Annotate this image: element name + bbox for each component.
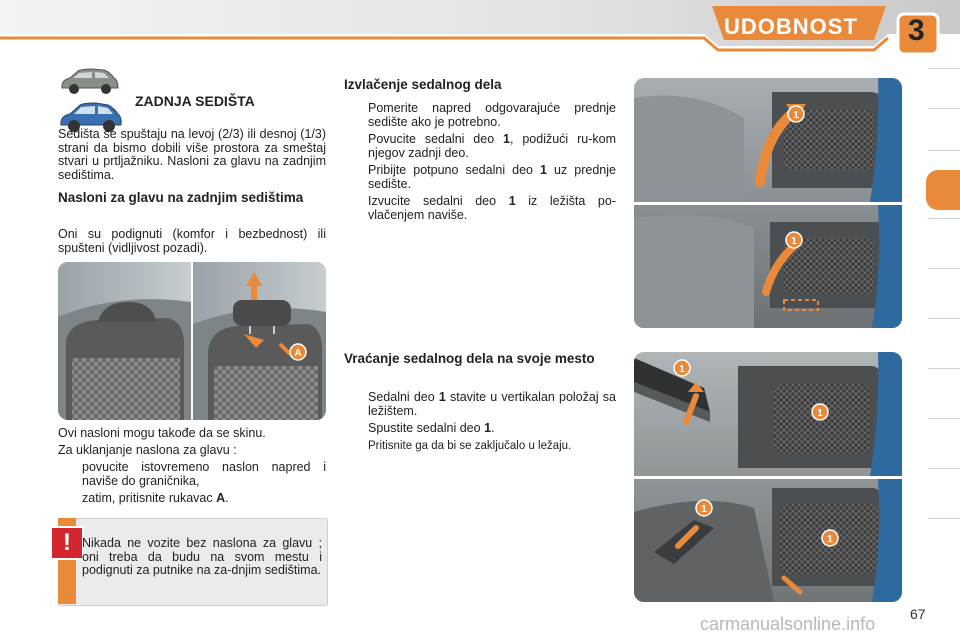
removal-intro: Za uklanjanje naslona za glavu : [58,443,237,457]
headrest-heading: Nasloni za glavu na zadnjim sedištima [58,190,304,205]
removal-steps [58,461,326,510]
intro-paragraph: Sedišta se spuštaju na levoj (2/3) ili desnoj (1/3) strani da bismo dobili više prostora za smeštaj stvari u prtljažniku. Nasloni za glavu na zadnjim sedištima. [58,127,326,182]
chapter-tab-active[interactable] [926,170,960,210]
headrest-paragraph: Oni su podignuti (komfor i bezbednost) ili spušteni (vidljivost pozadi). [58,227,326,255]
remove-step: Pomerite napred odgovarajuće prednje sedište ako je potrebno. [368,101,616,129]
return-step: Sedalni deo 1 stavite u vertikalan položaj sa ležištem. [368,390,616,418]
seat-return-photo [634,352,902,602]
headrest-photo [58,262,326,420]
car-grey-icon [58,66,120,96]
seat-removal-photo [634,78,902,328]
callout-1: 1 [817,408,823,419]
callout-1: 1 [793,110,799,121]
remove-step: Pribijte potpuno sedalni deo 1 uz prednje sedište. [368,163,616,191]
warning-icon: ! [50,526,84,560]
remove-seat-heading: Izvlačenje sedalnog dela [344,77,502,92]
return-seat-steps [344,391,616,457]
callout-1: 1 [701,504,707,515]
remove-step: Izvucite sedalni deo 1 iz ležišta po-vlačenjem naviše. [368,194,616,222]
chapter-tabs [928,68,960,568]
return-seat-heading: Vraćanje sedalnog dela na svoje mesto [344,351,595,366]
removal-step: povucite istovremeno naslon napred i naviše do graničnika, [82,460,326,488]
chapter-number: 3 [908,14,925,47]
watermark: carmanualsonline.info [700,614,876,634]
return-step: Pritisnite ga da bi se zaključalo u ležaju. [368,439,572,452]
page-number: 67 [910,606,926,622]
warning-text: Nikada ne vozite bez naslona za glavu ; oni treba da budu na svom mestu i podignuti za putnike na za-dnjim sedištima. [82,536,322,577]
chapter-title: UDOBNOST [724,14,858,39]
remove-step: Povucite sedalni deo 1, podižući ru-kom njegov zadnji deo. [368,132,616,160]
callout-1: 1 [679,364,685,375]
section-title: ZADNJA SEDIŠTA [135,93,255,109]
removable-note: Ovi nasloni mogu takođe da se skinu. [58,426,266,440]
headrest-illustration [58,262,326,420]
callout-1: 1 [791,236,797,247]
return-step: Spustite sedalni deo 1. [368,421,495,435]
photo-label-a: A [294,348,302,359]
removal-step: zatim, pritisnite rukavac A. [82,491,229,505]
callout-1: 1 [827,534,833,545]
remove-seat-steps [344,102,616,226]
